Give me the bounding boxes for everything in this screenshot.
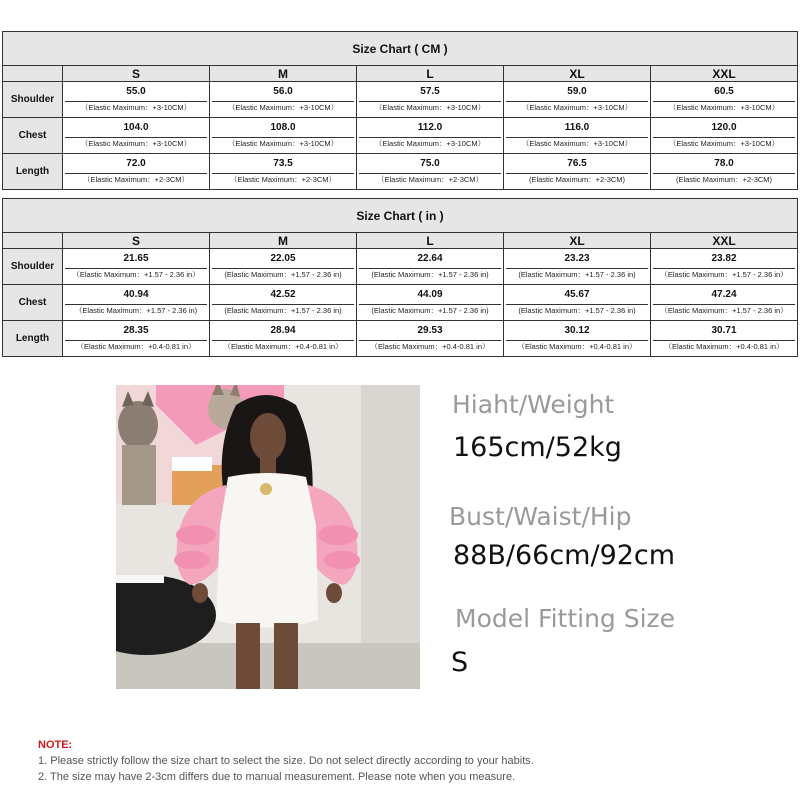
measure-cell xyxy=(357,285,504,321)
measure-value: 22.05 xyxy=(270,253,296,264)
measure-value: 104.0 xyxy=(123,122,149,133)
measure-value: 29.53 xyxy=(417,325,443,336)
measure-cell xyxy=(63,82,210,118)
measure-cell xyxy=(210,285,357,321)
note-title: NOTE: xyxy=(38,739,73,751)
elastic-note: （Elastic Maximum：+0.4-0.81 in） xyxy=(517,342,637,351)
measure-value: 108.0 xyxy=(270,122,296,133)
measure-value: 57.5 xyxy=(420,86,440,97)
row-label-shoulder: Shoulder xyxy=(3,82,63,118)
measure-cell xyxy=(651,154,798,190)
model-photo-illustration xyxy=(116,385,420,689)
fitting-size-label: Model Fitting Size xyxy=(455,604,676,633)
measure-cell xyxy=(210,82,357,118)
model-photo xyxy=(116,385,420,689)
measure-cell xyxy=(651,118,798,154)
table-row xyxy=(3,249,798,285)
measure-cell xyxy=(651,321,798,357)
measure-value: 78.0 xyxy=(714,158,734,169)
elastic-note: （Elastic Maximum：+1.57 - 2.36 in） xyxy=(660,270,788,279)
measure-cell xyxy=(504,249,651,285)
measure-value: 28.94 xyxy=(270,325,296,336)
measure-cell xyxy=(651,82,798,118)
measure-value: 22.64 xyxy=(417,253,443,264)
measure-value: 40.94 xyxy=(123,289,149,300)
measure-cell xyxy=(63,249,210,285)
measure-cell xyxy=(63,285,210,321)
size-header: L xyxy=(357,66,504,82)
size-header: S xyxy=(63,66,210,82)
measure-value: 23.23 xyxy=(564,253,590,264)
measure-cell xyxy=(357,154,504,190)
measure-cell xyxy=(651,249,798,285)
row-label-chest: Chest xyxy=(3,118,63,154)
measure-cell xyxy=(63,321,210,357)
size-chart-cm xyxy=(2,31,798,190)
measure-value: 55.0 xyxy=(126,86,146,97)
measure-value: 44.09 xyxy=(417,289,443,300)
measure-value: 59.0 xyxy=(567,86,587,97)
measure-cell xyxy=(504,285,651,321)
elastic-note: （Elastic Maximum：+0.4-0.81 in） xyxy=(223,342,343,351)
elastic-note: （Elastic Maximum：+2-3CM） xyxy=(229,175,337,184)
elastic-note: （Elastic Maximum：+0.4-0.81 in） xyxy=(664,342,784,351)
elastic-note: (Elastic Maximum：+1.57 - 2.36 in) xyxy=(224,306,342,315)
elastic-note: (Elastic Maximum：+1.57 - 2.36 in) xyxy=(518,270,636,279)
height-weight-value: 165cm/52kg xyxy=(453,432,622,463)
size-header: L xyxy=(357,233,504,249)
measure-value: 120.0 xyxy=(711,122,737,133)
measure-cell xyxy=(357,249,504,285)
elastic-note: （Elastic Maximum：+1.57 - 2.36 in） xyxy=(72,270,200,279)
elastic-note: （Elastic Maximum：+3-10CM） xyxy=(80,103,192,112)
measure-value: 72.0 xyxy=(126,158,146,169)
measure-value: 21.65 xyxy=(123,253,149,264)
elastic-note: （Elastic Maximum：+3-10CM） xyxy=(668,139,780,148)
size-chart-in xyxy=(2,198,798,357)
size-header: XXL xyxy=(651,66,798,82)
elastic-note: （Elastic Maximum：+3-10CM） xyxy=(374,139,486,148)
size-header: XXL xyxy=(651,233,798,249)
measure-cell xyxy=(504,321,651,357)
height-weight-label: Hiaht/Weight xyxy=(452,390,615,419)
measure-cell xyxy=(357,118,504,154)
measure-value: 23.82 xyxy=(711,253,737,264)
measure-cell xyxy=(210,321,357,357)
measurements-value: 88B/66cm/92cm xyxy=(453,540,676,571)
measure-value: 116.0 xyxy=(564,122,590,133)
table-row xyxy=(3,118,798,154)
measure-value: 73.5 xyxy=(273,158,293,169)
table-row xyxy=(3,154,798,190)
measure-cell xyxy=(63,154,210,190)
size-header: M xyxy=(210,233,357,249)
measure-value: 30.12 xyxy=(564,325,590,336)
measure-value: 30.71 xyxy=(711,325,737,336)
size-header: XL xyxy=(504,233,651,249)
measure-value: 56.0 xyxy=(273,86,293,97)
elastic-note: (Elastic Maximum：+1.57 - 2.36 in) xyxy=(518,306,636,315)
elastic-note: （Elastic Maximum：+3-10CM） xyxy=(80,139,192,148)
note-line: 1. Please strictly follow the size chart to select the size. Do not select directly according to your habits. xyxy=(38,755,534,767)
measure-value: 76.5 xyxy=(567,158,587,169)
elastic-note: (Elastic Maximum：+2-3CM) xyxy=(675,175,773,184)
elastic-note: （Elastic Maximum：+3-10CM） xyxy=(521,103,633,112)
header-corner xyxy=(3,66,63,82)
table-row xyxy=(3,82,798,118)
size-chart-title: Size Chart ( in ) xyxy=(3,199,798,233)
measure-value: 112.0 xyxy=(417,122,443,133)
elastic-note: （Elastic Maximum：+2-3CM） xyxy=(82,175,190,184)
measure-value: 42.52 xyxy=(270,289,296,300)
elastic-note: (Elastic Maximum：+1.57 - 2.36 in) xyxy=(371,306,489,315)
row-label-length: Length xyxy=(3,321,63,357)
size-header: S xyxy=(63,233,210,249)
measure-cell xyxy=(504,118,651,154)
measure-value: 75.0 xyxy=(420,158,440,169)
measure-cell xyxy=(210,118,357,154)
row-label-length: Length xyxy=(3,154,63,190)
measure-cell xyxy=(504,154,651,190)
size-header: M xyxy=(210,66,357,82)
elastic-note: （Elastic Maximum：+3-10CM） xyxy=(227,103,339,112)
measure-cell xyxy=(357,82,504,118)
elastic-note: （Elastic Maximum：+0.4-0.81 in） xyxy=(76,342,196,351)
measure-cell xyxy=(210,154,357,190)
measure-value: 28.35 xyxy=(123,325,149,336)
row-label-shoulder: Shoulder xyxy=(3,249,63,285)
size-header: XL xyxy=(504,66,651,82)
elastic-note: （Elastic Maximum：+3-10CM） xyxy=(521,139,633,148)
size-chart-title: Size Chart ( CM ) xyxy=(3,32,798,66)
elastic-note: （Elastic Maximum：+0.4-0.81 in） xyxy=(370,342,490,351)
measure-cell xyxy=(504,82,651,118)
elastic-note: （Elastic Maximum：+1.57 - 2.36 in) xyxy=(74,306,198,315)
measure-cell xyxy=(63,118,210,154)
table-row xyxy=(3,321,798,357)
elastic-note: （Elastic Maximum：+3-10CM） xyxy=(668,103,780,112)
elastic-note: (Elastic Maximum：+1.57 - 2.36 in) xyxy=(224,270,342,279)
elastic-note: （Elastic Maximum：+1.57 - 2.36 in） xyxy=(660,306,788,315)
table-row xyxy=(3,285,798,321)
measure-value: 45.67 xyxy=(564,289,590,300)
fitting-size-value: S xyxy=(451,647,469,678)
measure-value: 47.24 xyxy=(711,289,737,300)
elastic-note: （Elastic Maximum：+3-10CM） xyxy=(374,103,486,112)
measure-value: 60.5 xyxy=(714,86,734,97)
elastic-note: (Elastic Maximum：+2-3CM) xyxy=(528,175,626,184)
measurements-label: Bust/Waist/Hip xyxy=(449,502,632,531)
note-line: 2. The size may have 2-3cm differs due to manual measurement. Please note when you measure. xyxy=(38,771,516,783)
elastic-note: (Elastic Maximum：+1.57 - 2.36 in) xyxy=(371,270,489,279)
measure-cell xyxy=(357,321,504,357)
measure-cell xyxy=(651,285,798,321)
elastic-note: （Elastic Maximum：+2-3CM） xyxy=(376,175,484,184)
row-label-chest: Chest xyxy=(3,285,63,321)
measure-cell xyxy=(210,249,357,285)
elastic-note: （Elastic Maximum：+3-10CM） xyxy=(227,139,339,148)
header-corner xyxy=(3,233,63,249)
